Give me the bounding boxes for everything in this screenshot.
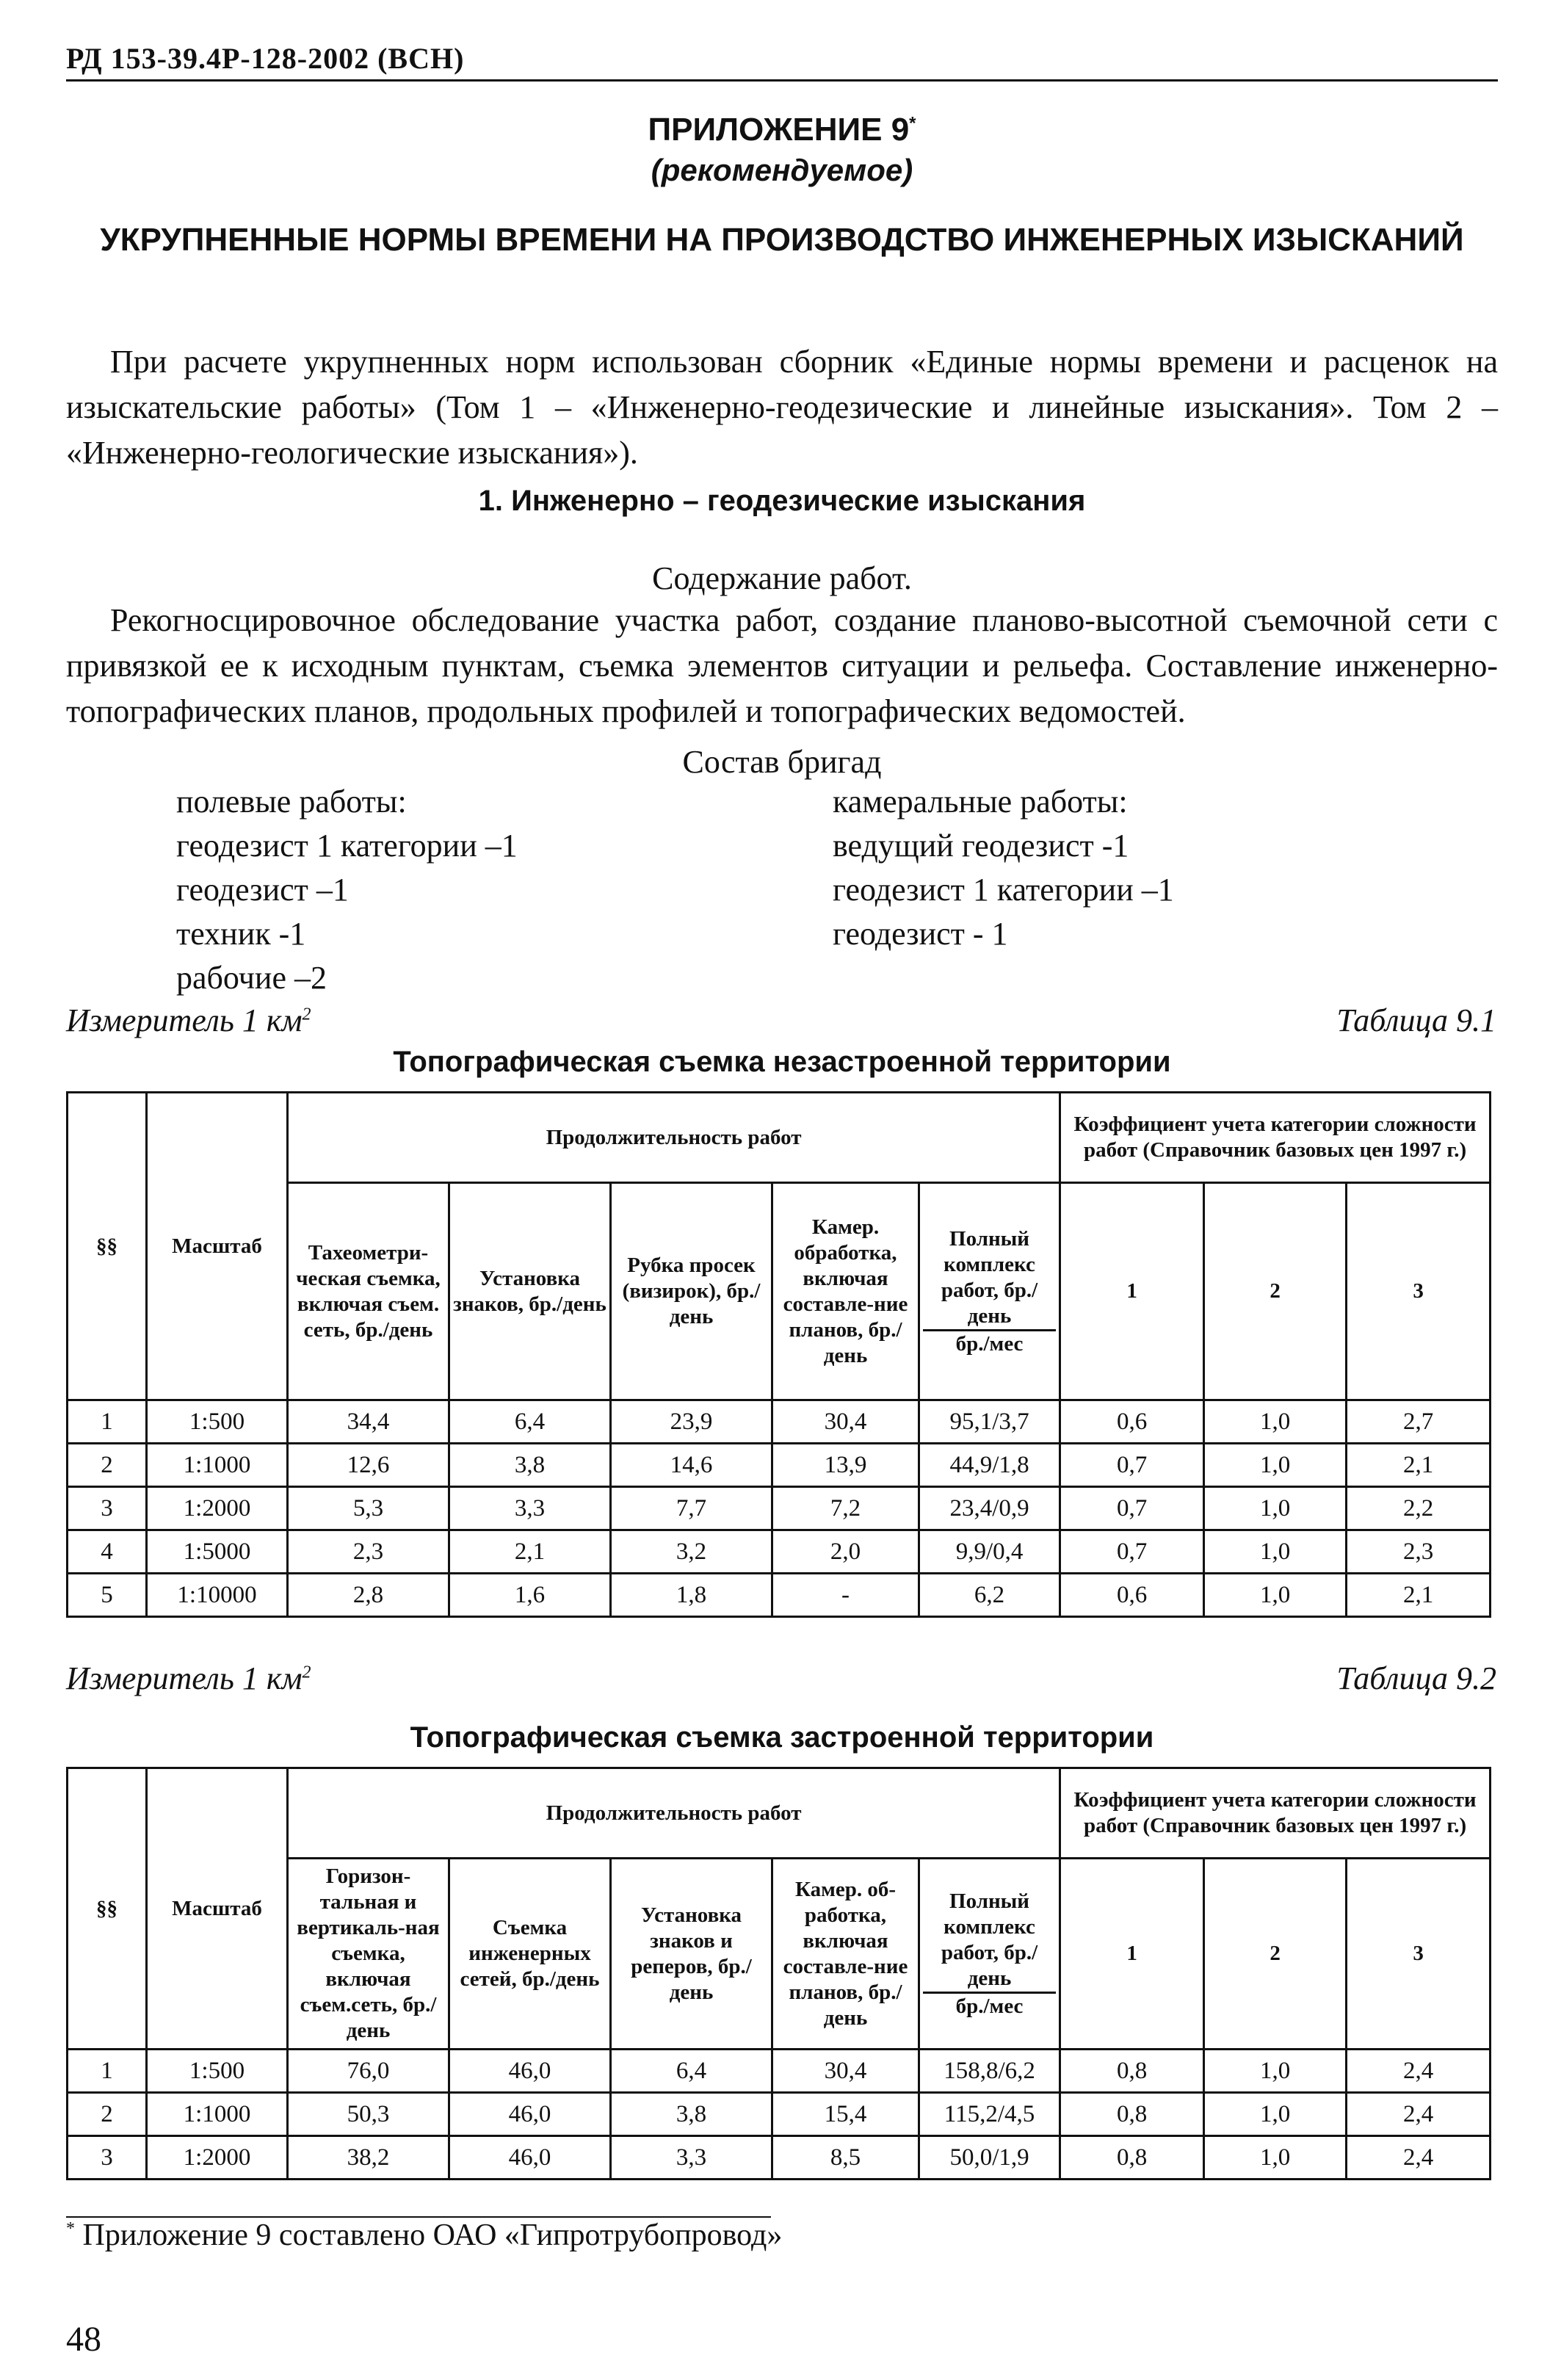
field-team-heading: полевые работы: [176, 784, 407, 820]
col-header-office: Камер. об-работка, включая составле-ние планов, бр./день [772, 1859, 919, 2050]
table-cell: 1:1000 [147, 2093, 288, 2136]
table-cell: 2,4 [1347, 2050, 1491, 2093]
table-cell: 4 [68, 1530, 147, 1574]
table-cell: 0,7 [1060, 1444, 1204, 1487]
col-header-signs: Установка знаков и реперов, бр./день [611, 1859, 772, 2050]
table-cell: 46,0 [449, 2093, 611, 2136]
table1-label: Таблица 9.1 [1336, 1002, 1496, 1038]
content-paragraph: Рекогносцировочное обследование участка работ, создание планово-высотной съемочной сети с привязкой ее к исходным пунктам, съемка элементов ситуации и рельефа. Составление инженерно-топографических планов, продольных профилей и топографических ведомостей. [66, 602, 1498, 729]
col-header-coef-1: 1 [1060, 1183, 1204, 1400]
table-cell: 0,7 [1060, 1530, 1204, 1574]
table-cell: 46,0 [449, 2050, 611, 2093]
field-team-list [176, 780, 518, 1000]
table-cell: 6,4 [611, 2050, 772, 2093]
office-team-member: геодезист - 1 [833, 916, 1008, 952]
table-cell: 7,7 [611, 1487, 772, 1530]
table2-meter: Измеритель 1 $км^2$ [66, 1660, 311, 1696]
col-header-coef-2: 2 [1204, 1859, 1347, 2050]
field-team-member: геодезист 1 категории –1 [176, 828, 518, 864]
col-header-signs: Установка знаков, бр./день [449, 1183, 611, 1400]
table-cell: 30,4 [772, 1400, 919, 1444]
table-cell: 34,4 [288, 1400, 449, 1444]
table-cell: 95,1/3,7 [919, 1400, 1060, 1444]
table-cell: 38,2 [288, 2136, 449, 2180]
appendix-footnote-mark: * [909, 113, 916, 134]
table-cell: 0,7 [1060, 1487, 1204, 1530]
table-row [68, 1444, 1491, 1487]
table-cell: 1,0 [1204, 2050, 1347, 2093]
table2-caption: Топографическая съемка застроенной территории [410, 1721, 1154, 1754]
table-cell: 0,8 [1060, 2050, 1204, 2093]
intro-paragraph: При расчете укрупненных норм использован сборник «Единые нормы времени и расценок на изыскательские работы» (Том 1 – «Инженерно-геодезические и линейные изыскания». Том 2 – «Инженерно-геологические изыскания»). [66, 344, 1498, 471]
table-cell: 1,0 [1204, 2093, 1347, 2136]
table-cell: 5 [68, 1574, 147, 1617]
table-cell: 3,8 [611, 2093, 772, 2136]
table-cell: 44,9/1,8 [919, 1444, 1060, 1487]
footnote: * Приложение 9 составлено ОАО «Гипротрубопровод» [66, 2218, 783, 2252]
col-header-duration: Продолжительность работ [288, 1768, 1060, 1859]
document-code: РД 153-39.4Р-128-2002 (ВСН) [66, 42, 465, 75]
table-9-1 [66, 1091, 1491, 1618]
table-cell: 8,5 [772, 2136, 919, 2180]
field-team-member: рабочие –2 [176, 960, 327, 996]
table-cell: 46,0 [449, 2136, 611, 2180]
table-cell: - [772, 1574, 919, 1617]
col-header-num: §§ [68, 1768, 147, 2050]
table-cell: 2 [68, 1444, 147, 1487]
col-header-scale: Масштаб [147, 1093, 288, 1400]
table-cell: 0,8 [1060, 2093, 1204, 2136]
table-cell: 50,3 [288, 2093, 449, 2136]
table-row [68, 2136, 1491, 2180]
table-cell: 2,3 [288, 1530, 449, 1574]
table-cell: 5,3 [288, 1487, 449, 1530]
table-cell: 2,4 [1347, 2136, 1491, 2180]
table-cell: 12,6 [288, 1444, 449, 1487]
table-row [68, 1574, 1491, 1617]
table-cell: 23,9 [611, 1400, 772, 1444]
col-header-full: Полный комплекс работ, бр./день бр./мес [919, 1183, 1060, 1400]
col-header-survey: Горизон-тальная и вертикаль-ная съемка, включая съем.сеть, бр./день [288, 1859, 449, 2050]
table-9-2 [66, 1767, 1491, 2180]
table-cell: 3 [68, 2136, 147, 2180]
table-cell: 1:500 [147, 1400, 288, 1444]
table-cell: 3,3 [611, 2136, 772, 2180]
table-cell: 2,0 [772, 1530, 919, 1574]
col-header-tacheometry: Тахеометри-ческая съемка, включая съем. сеть, бр./день [288, 1183, 449, 1400]
office-team-list [833, 780, 1174, 956]
col-header-coef-2: 2 [1204, 1183, 1347, 1400]
office-team-member: ведущий геодезист -1 [833, 828, 1129, 864]
table2-label: Таблица 9.2 [1336, 1660, 1496, 1696]
table-cell: 2 [68, 2093, 147, 2136]
table-cell: 1,6 [449, 1574, 611, 1617]
col-header-coef: Коэффициент учета категории сложности работ (Справочник базовых цен 1997 г.) [1060, 1093, 1491, 1183]
table-cell: 1:5000 [147, 1530, 288, 1574]
field-team-member: техник -1 [176, 916, 306, 952]
table-cell: 2,7 [1347, 1400, 1491, 1444]
table-row [68, 1400, 1491, 1444]
table-cell: 2,2 [1347, 1487, 1491, 1530]
table1-caption: Топографическая съемка незастроенной территории [393, 1046, 1171, 1078]
table-cell: 3,8 [449, 1444, 611, 1487]
col-header-coef-3: 3 [1347, 1183, 1491, 1400]
col-header-coef-3: 3 [1347, 1859, 1491, 2050]
table-cell: 115,2/4,5 [919, 2093, 1060, 2136]
table-cell: 1,0 [1204, 1400, 1347, 1444]
appendix-title: ПРИЛОЖЕНИЕ 9* [648, 112, 916, 148]
col-header-coef: Коэффициент учета категории сложности работ (Справочник базовых цен 1997 г.) [1060, 1768, 1491, 1859]
table-cell: 15,4 [772, 2093, 919, 2136]
table-cell: 2,1 [449, 1530, 611, 1574]
table-cell: 0,6 [1060, 1574, 1204, 1617]
table-cell: 9,9/0,4 [919, 1530, 1060, 1574]
table-cell: 1:2000 [147, 2136, 288, 2180]
table-cell: 3,3 [449, 1487, 611, 1530]
table-cell: 1,0 [1204, 1444, 1347, 1487]
table-cell: 3 [68, 1487, 147, 1530]
table-cell: 13,9 [772, 1444, 919, 1487]
team-heading: Состав бригад [682, 744, 882, 780]
table-cell: 76,0 [288, 2050, 449, 2093]
table-cell: 2,8 [288, 1574, 449, 1617]
page-number: 48 [66, 2320, 101, 2359]
table-cell: 2,4 [1347, 2093, 1491, 2136]
table-cell: 1,8 [611, 1574, 772, 1617]
content-heading: Содержание работ. [652, 560, 912, 596]
field-team-member: геодезист –1 [176, 872, 349, 908]
table-cell: 0,8 [1060, 2136, 1204, 2180]
table1-meter: Измеритель 1 $км^2$ [66, 1002, 311, 1038]
table-cell: 3,2 [611, 1530, 772, 1574]
table-cell: 50,0/1,9 [919, 2136, 1060, 2180]
table-cell: 2,3 [1347, 1530, 1491, 1574]
table-cell: 1:10000 [147, 1574, 288, 1617]
table-cell: 1,0 [1204, 1574, 1347, 1617]
table-cell: 0,6 [1060, 1400, 1204, 1444]
table-cell: 158,8/6,2 [919, 2050, 1060, 2093]
table-cell: 1 [68, 1400, 147, 1444]
section-title: 1. Инженерно – геодезические изыскания [478, 485, 1086, 517]
table-cell: 1:1000 [147, 1444, 288, 1487]
table-row [68, 1487, 1491, 1530]
col-header-office: Камер. обработка, включая составле-ние планов, бр./день [772, 1183, 919, 1400]
table-cell: 1,0 [1204, 1530, 1347, 1574]
header-rule [66, 79, 1498, 82]
table-row [68, 2050, 1491, 2093]
table-cell: 2,1 [1347, 1574, 1491, 1617]
appendix-subtitle: (рекомендуемое) [651, 153, 913, 187]
table-cell: 1:2000 [147, 1487, 288, 1530]
table-cell: 14,6 [611, 1444, 772, 1487]
col-header-num: §§ [68, 1093, 147, 1400]
table-cell: 2,1 [1347, 1444, 1491, 1487]
table-row [68, 1530, 1491, 1574]
table-cell: 1:500 [147, 2050, 288, 2093]
table-cell: 30,4 [772, 2050, 919, 2093]
col-header-full: Полный комплекс работ, бр./день бр./мес [919, 1859, 1060, 2050]
table-row [68, 2093, 1491, 2136]
office-team-heading: камеральные работы: [833, 784, 1128, 820]
table-cell: 23,4/0,9 [919, 1487, 1060, 1530]
table-cell: 1 [68, 2050, 147, 2093]
table-cell: 6,4 [449, 1400, 611, 1444]
col-header-coef-1: 1 [1060, 1859, 1204, 2050]
main-title: УКРУПНЕННЫЕ НОРМЫ ВРЕМЕНИ НА ПРОИЗВОДСТВО ИНЖЕНЕРНЫХ ИЗЫСКАНИЙ [100, 222, 1464, 258]
table-cell: 1,0 [1204, 2136, 1347, 2180]
col-header-networks: Съемка инженерных сетей, бр./день [449, 1859, 611, 2050]
col-header-clearing: Рубка просек (визирок), бр./день [611, 1183, 772, 1400]
table-cell: 1,0 [1204, 1487, 1347, 1530]
col-header-scale: Масштаб [147, 1768, 288, 2050]
office-team-member: геодезист 1 категории –1 [833, 872, 1174, 908]
table-cell: 6,2 [919, 1574, 1060, 1617]
col-header-duration: Продолжительность работ [288, 1093, 1060, 1183]
table-cell: 7,2 [772, 1487, 919, 1530]
